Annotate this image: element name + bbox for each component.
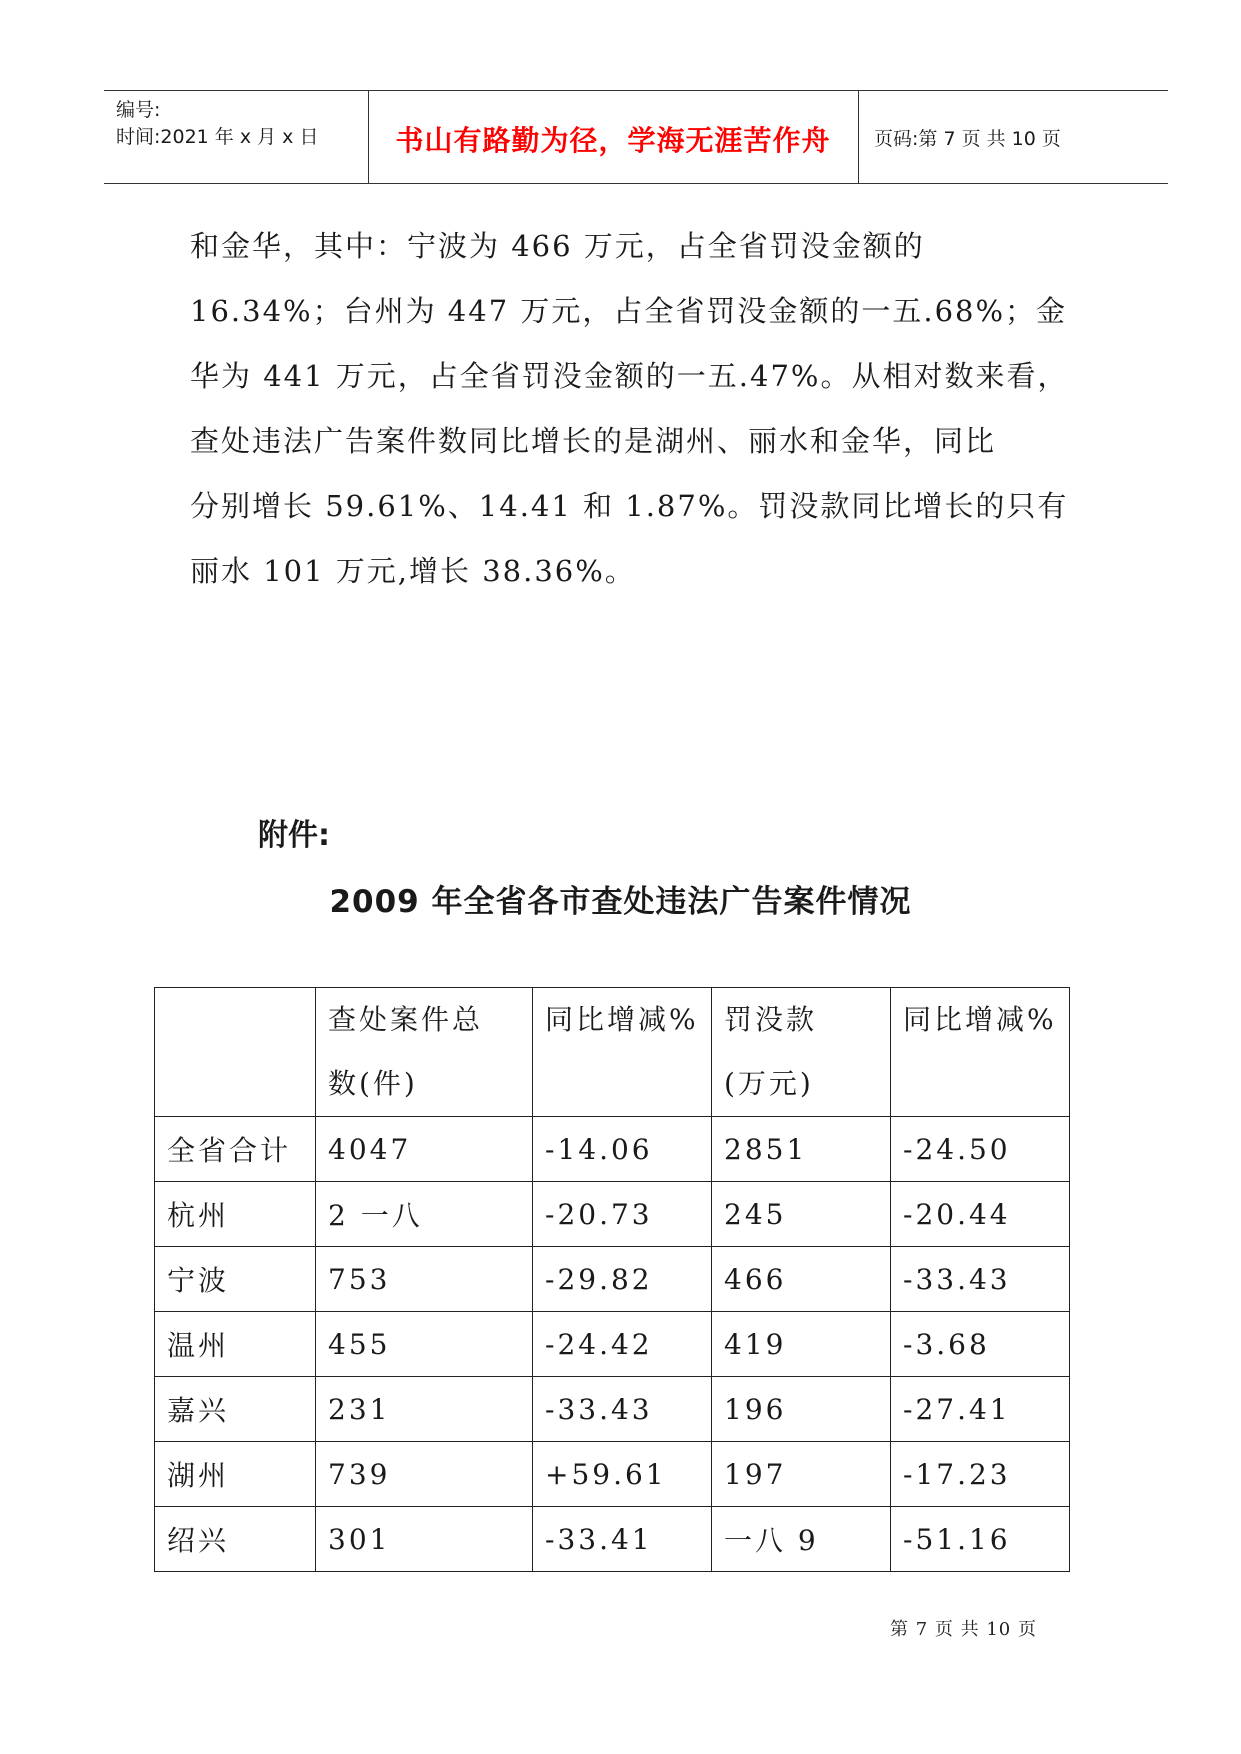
table-cell: 419 — [712, 1312, 891, 1377]
document-time-label: 时间:2021 年 x 月 x 日 — [116, 126, 319, 148]
paragraph-line: 和金华，其中：宁波为 466 万元，占全省罚没金额的 — [190, 229, 925, 263]
table-cell: -33.43 — [533, 1377, 712, 1442]
table-cell: -27.41 — [891, 1377, 1070, 1442]
table-cell: -20.73 — [533, 1182, 712, 1247]
table-cell: 嘉兴 — [155, 1377, 316, 1442]
table-cell: 2 一八 — [316, 1182, 533, 1247]
header-page-info: 页码:第 7 页 共 10 页 — [874, 128, 1061, 150]
header-cell-case-count — [316, 988, 533, 1117]
attachment-label: 附件: — [258, 818, 330, 853]
body-paragraph — [190, 214, 1070, 604]
table-cell: 753 — [316, 1247, 533, 1312]
table-cell: 196 — [712, 1377, 891, 1442]
paragraph-line: 分别增长 59.61%、14.41 和 1.87%。罚没款同比增长的只有 — [190, 489, 1069, 523]
header-motto: 书山有路勤为径，学海无涯苦作舟 — [395, 124, 831, 157]
table-cell: -24.50 — [891, 1117, 1070, 1182]
table-cell: 杭州 — [155, 1182, 316, 1247]
table-cell: 739 — [316, 1442, 533, 1507]
table-cell: 455 — [316, 1312, 533, 1377]
table-title: 2009 年全省各市查处违法广告案件情况 — [329, 884, 912, 920]
header-cell-fine — [712, 988, 891, 1117]
header-cell-fine-change — [891, 988, 1070, 1117]
table-row — [155, 1377, 1070, 1442]
paragraph-line: 丽水 101 万元,增长 38.36%。 — [190, 554, 636, 588]
header-text: 查处案件总 — [328, 1003, 484, 1036]
table-cell: -51.16 — [891, 1507, 1070, 1572]
document-number-label: 编号: — [116, 99, 161, 121]
header-text: 数(件) — [328, 1067, 418, 1100]
table-row — [155, 1442, 1070, 1507]
table-cell: -20.44 — [891, 1182, 1070, 1247]
table-cell: 2851 — [712, 1117, 891, 1182]
table-cell: 全省合计 — [155, 1117, 316, 1182]
table-row — [155, 1247, 1070, 1312]
paragraph-line: 16.34%；台州为 447 万元，占全省罚没金额的一五.68%；金 — [190, 294, 1068, 328]
table-cell: -14.06 — [533, 1117, 712, 1182]
table-cell: 231 — [316, 1377, 533, 1442]
table-cell: 绍兴 — [155, 1507, 316, 1572]
paragraph-line: 华为 441 万元，占全省罚没金额的一五.47%。从相对数来看， — [190, 359, 1069, 393]
header-text: (万元) — [724, 1067, 814, 1100]
header-cell-case-change — [533, 988, 712, 1117]
document-header — [104, 90, 1168, 184]
table-cell: 466 — [712, 1247, 891, 1312]
table-cell: 湖州 — [155, 1442, 316, 1507]
header-text: 罚没款 — [724, 1003, 818, 1036]
table-cell: -29.82 — [533, 1247, 712, 1312]
page-footer: 第 7 页 共 10 页 — [890, 1619, 1037, 1640]
header-motto-cell — [368, 91, 859, 183]
table-row — [155, 1312, 1070, 1377]
table-cell: -33.43 — [891, 1247, 1070, 1312]
table-cell: 4047 — [316, 1117, 533, 1182]
table-cell: 一八 9 — [712, 1507, 891, 1572]
table-header-row — [155, 988, 1070, 1117]
table-row — [155, 1117, 1070, 1182]
table-cell: -24.42 — [533, 1312, 712, 1377]
table-cell: +59.61 — [533, 1442, 712, 1507]
header-cell-region — [155, 988, 316, 1117]
paragraph-line: 查处违法广告案件数同比增长的是湖州、丽水和金华，同比 — [190, 424, 997, 458]
table-row — [155, 1182, 1070, 1247]
table-cell: -17.23 — [891, 1442, 1070, 1507]
table-cell: 301 — [316, 1507, 533, 1572]
case-statistics-table — [154, 987, 1070, 1572]
header-page-cell — [858, 91, 1168, 183]
table-cell: 197 — [712, 1442, 891, 1507]
table-cell: -3.68 — [891, 1312, 1070, 1377]
table-cell: 245 — [712, 1182, 891, 1247]
header-text: 同比增减% — [545, 1003, 699, 1036]
table-row — [155, 1507, 1070, 1572]
table-cell: 温州 — [155, 1312, 316, 1377]
header-meta-cell — [104, 91, 369, 183]
table-cell: -33.41 — [533, 1507, 712, 1572]
header-text: 同比增减% — [903, 1003, 1057, 1036]
table-cell: 宁波 — [155, 1247, 316, 1312]
